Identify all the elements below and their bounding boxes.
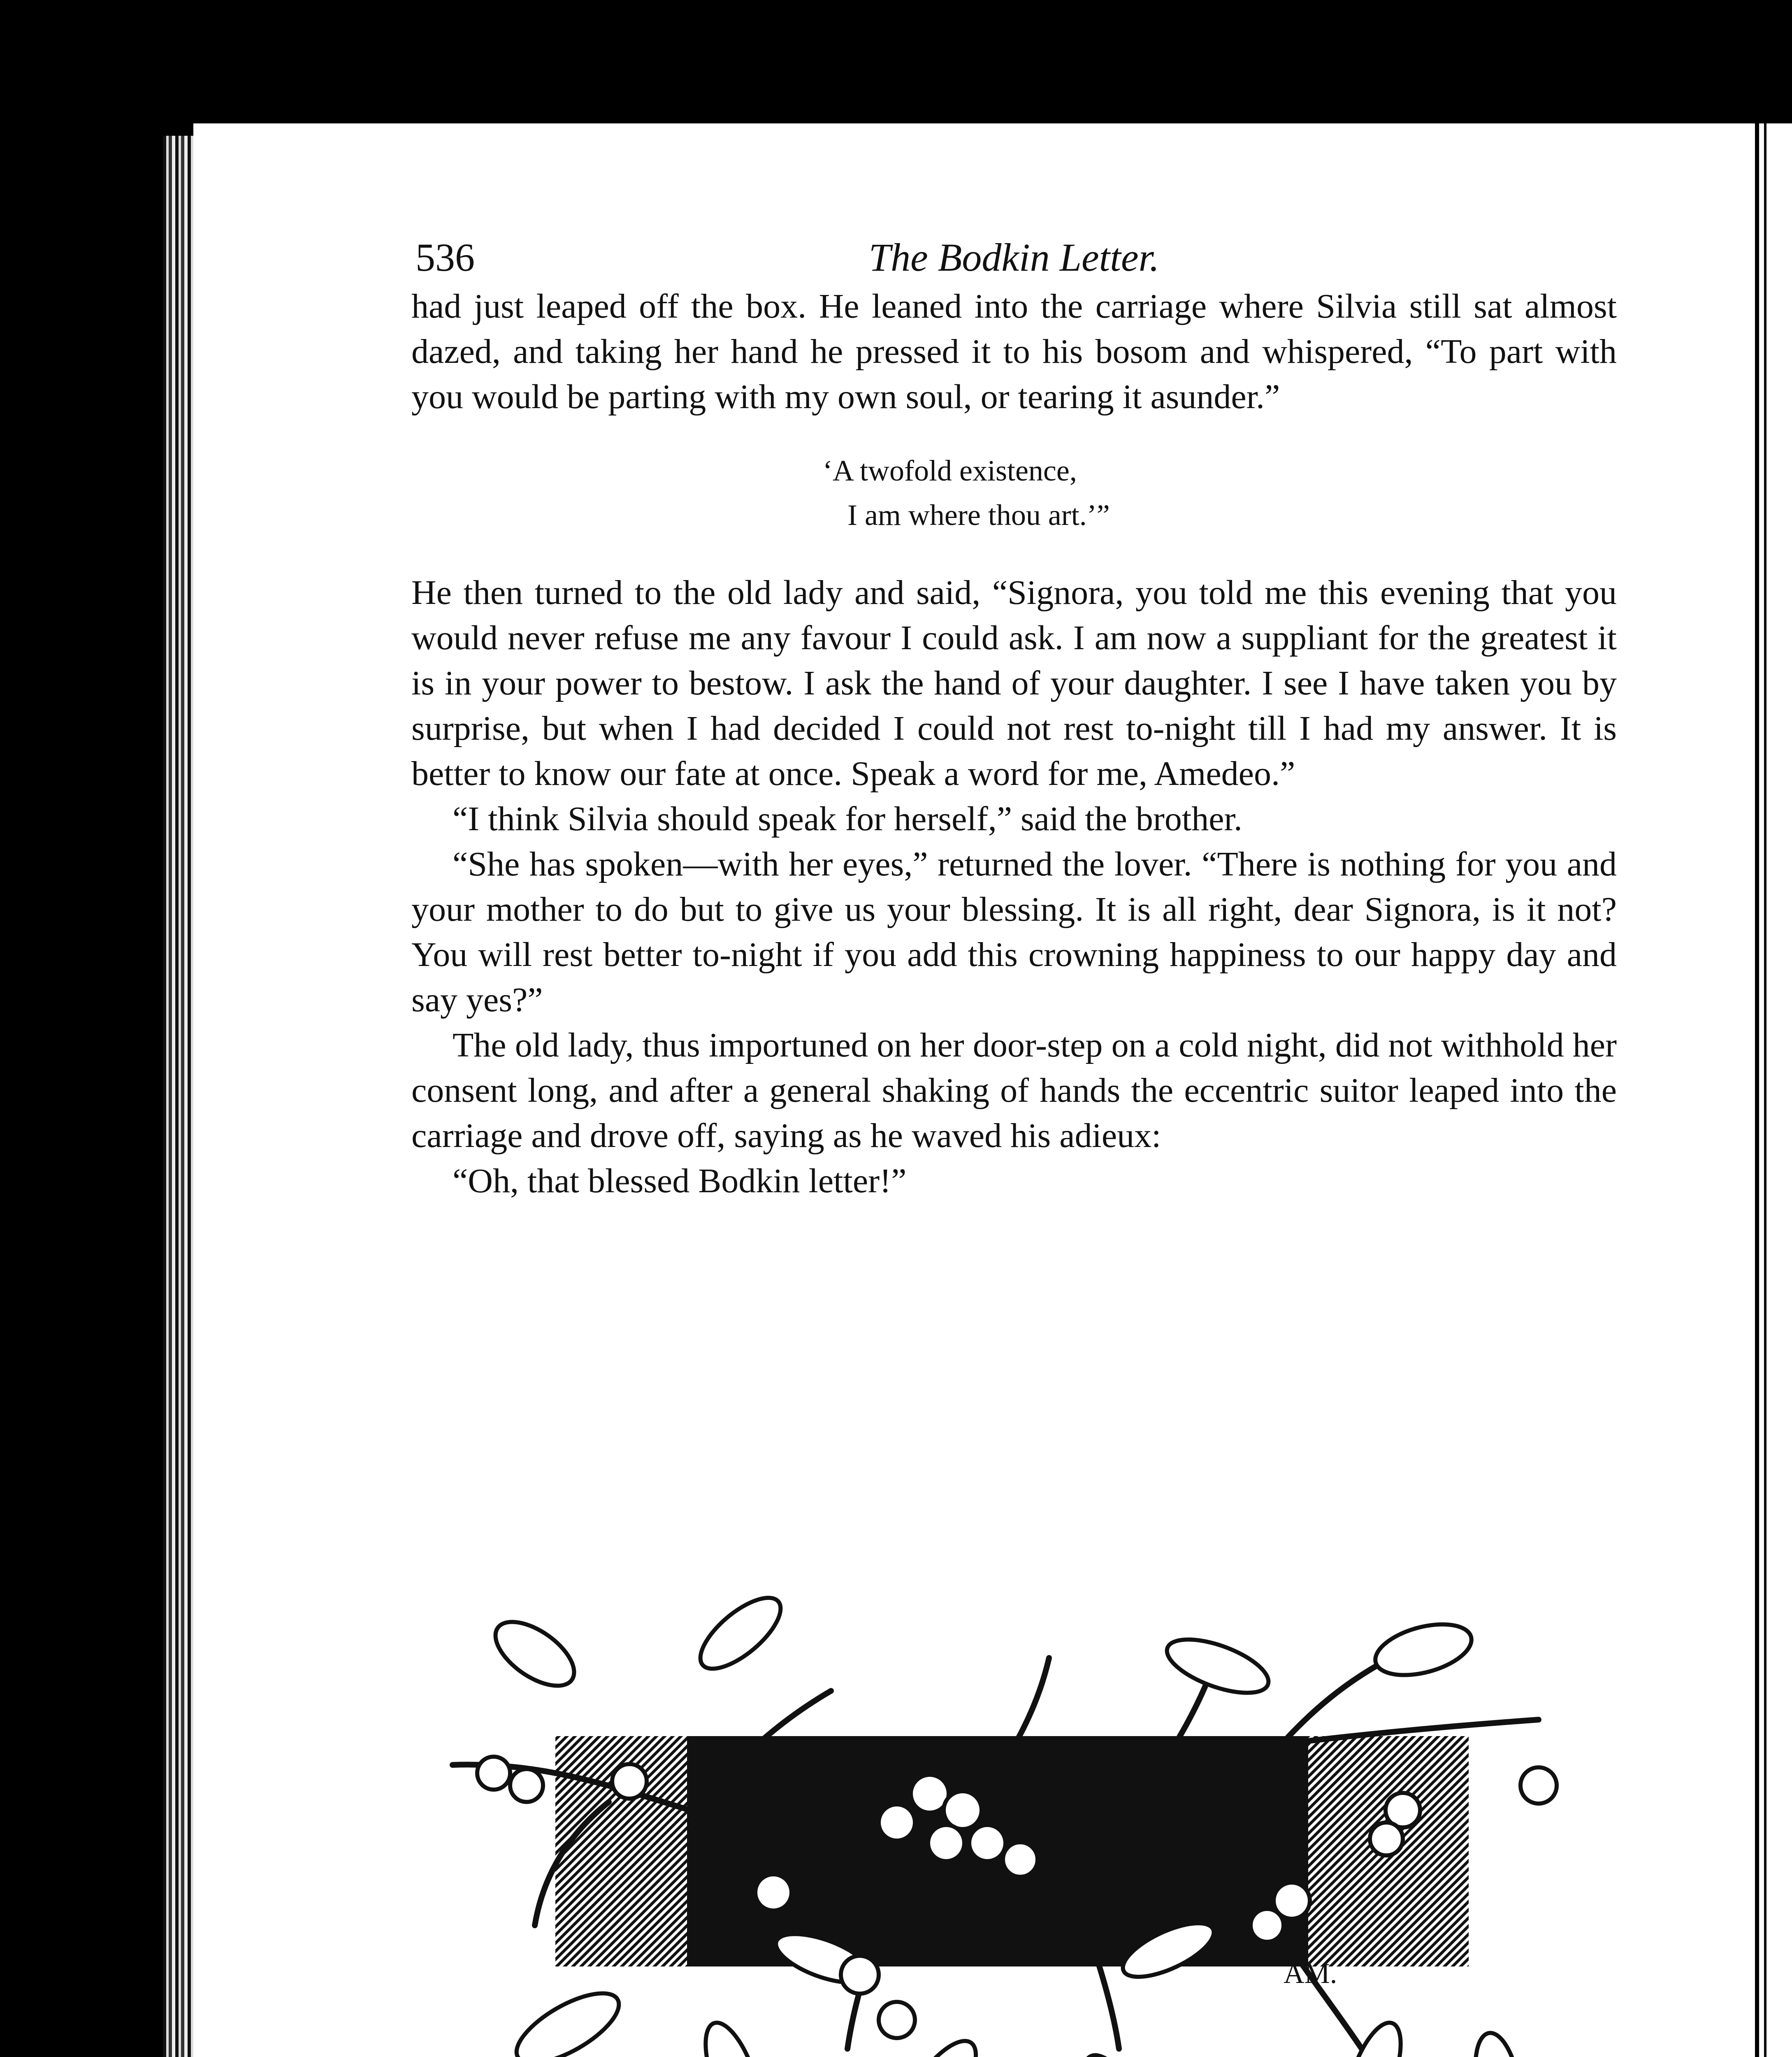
paragraph-3: “I think Silvia should speak for herself,” said the brother. [453,800,1242,838]
verse-quote [823,448,1617,537]
paragraph-5: The old lady, thus importuned on her door-step on a cold night, did not withhold her consent long, and after a general shaking of hands the eccentric suitor leaped into the carriage and drove off, saying as he waved his adieux: [411,1026,1617,1155]
page-content [411,214,1617,1204]
running-title: The Bodkin Letter. [868,235,1160,279]
verse-line-2: I am where thou art.’” [847,499,1110,532]
body-text [411,284,1617,1204]
illustrator-monogram: AM. [1284,1958,1337,1990]
paragraph-2: He then turned to the old lady and said, “Signora, you told me this evening that you would never refuse me any favour I could ask. I am now a suppliant for the greatest it is in your power to bestow. I ask the hand of your daughter. I see I have taken you by surprise, but when I had decided I could not rest to-night till I had my answer. It is better to know our fate at once. Speak a word for me, Amedeo.” [411,573,1617,793]
page-number: 536 [416,235,475,279]
mistletoe-illustration [444,1588,1580,2057]
page-header [411,214,1617,284]
paragraph-6: “Oh, that blessed Bodkin letter!” [453,1162,907,1200]
page-right-edge [1755,123,1792,2057]
verse-line-1: ‘A twofold existence, [823,454,1077,487]
paragraph-4: “She has spoken—with her eyes,” returned the lover. “There is nothing for you and your mother to do but to give us your blessing. It is all right, dear Signora, is it not? You will rest better to-night if you add this crowning happiness to our happy day and say yes?” [411,845,1617,1019]
paragraph-1: had just leaped off the box. He leaned into the carriage where Silvia still sat almost dazed, and taking her hand he pressed it to his bosom and whispered, “To part with you would be parting with my own soul, or tearing it asunder.” [411,287,1617,416]
